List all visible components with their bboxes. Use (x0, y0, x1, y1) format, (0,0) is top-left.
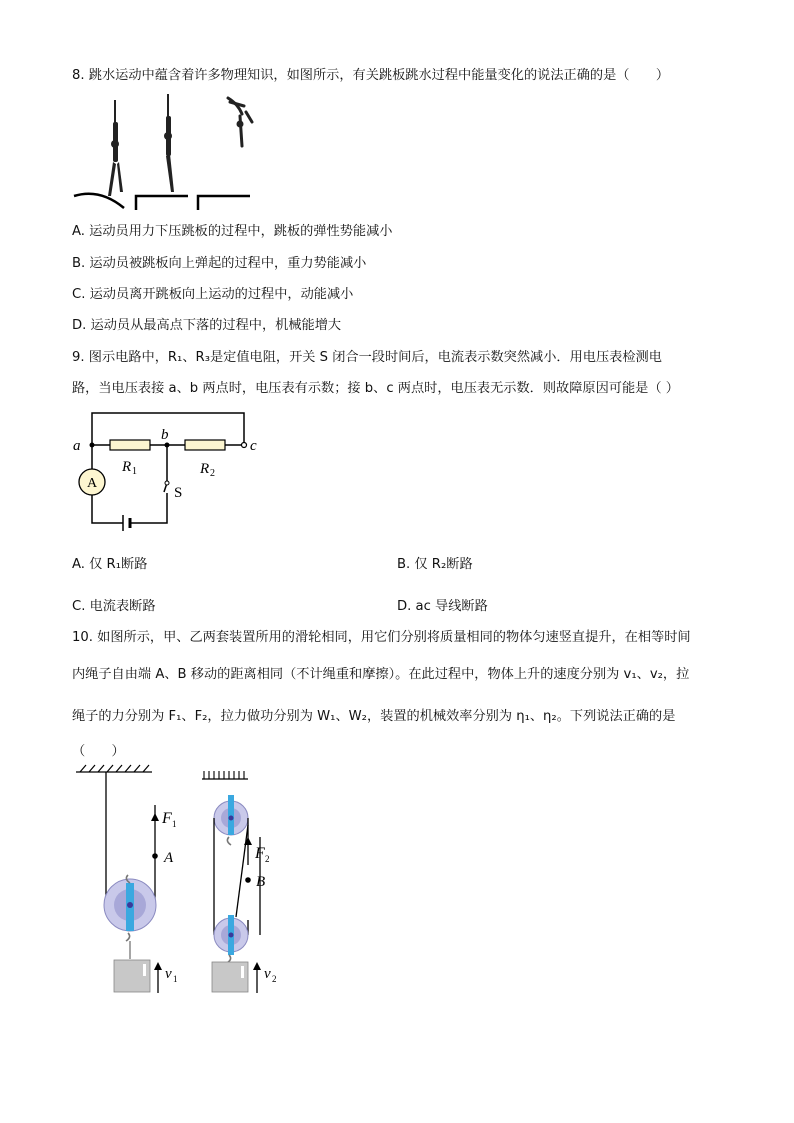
f2-label: F (255, 845, 265, 862)
q8-option-a: A. 运动员用力下压跳板的过程中，跳板的弹性势能减小 (72, 224, 393, 239)
f2-subscript: 2 (265, 854, 270, 864)
node-b-label: b (161, 427, 169, 443)
q9-circuit-diagram (70, 405, 270, 535)
r2-subscript: 2 (210, 468, 215, 479)
diving-figure (70, 92, 260, 214)
q10-line1: 10. 如图所示，甲、乙两套装置所用的滑轮相同，用它们分别将质量相同的物体匀速竖直提升，在相等时间 (72, 630, 691, 645)
q9-option-b: B. 仅 R₂断路 (397, 557, 473, 572)
q10-line4: （ ） (72, 744, 125, 759)
q9-option-a: A. 仅 R₁断路 (72, 557, 148, 572)
f1-label: F (162, 810, 172, 827)
q8-option-d: D. 运动员从最高点下落的过程中，机械能增大 (72, 318, 342, 333)
node-c-label: c (250, 438, 257, 454)
q10-line2: 内绳子自由端 A、B 移动的距离相同（不计绳重和摩擦）。在此过程中，物体上升的速度分别为 v₁、v₂，拉 (72, 667, 690, 682)
q8-stem: 8. 跳水运动中蕴含着许多物理知识，如图所示，有关跳板跳水过程中能量变化的说法正确的是（ ） (72, 68, 670, 83)
v2-subscript: 2 (272, 974, 277, 984)
ammeter-label: A (86, 476, 98, 491)
v1-subscript: 1 (173, 974, 178, 984)
point-a-label: A (164, 850, 174, 866)
q10-pulley-figure (70, 765, 290, 1000)
r1-subscript: 1 (132, 466, 137, 477)
v1-label: v (165, 966, 172, 982)
q8-option-b: B. 运动员被跳板向上弹起的过程中，重力势能减小 (72, 256, 367, 271)
switch-label: S (174, 485, 183, 501)
point-b-label: B (256, 874, 266, 890)
q10-line3: 绳子的力分别为 F₁、F₂，拉力做功分别为 W₁、W₂，装置的机械效率分别为 η₁、η₂。下列说法正确的是 (72, 709, 676, 724)
q9-stem-line2: 路，当电压表接 a、b 两点时，电压表有示数；接 b、c 两点时，电压表无示数．则故障原因可能是（ ） (72, 381, 679, 396)
r1-label: R (122, 459, 132, 475)
node-a-label: a (73, 438, 81, 454)
q9-stem-line1: 9. 图示电路中，R₁、R₃是定值电阻，开关 S 闭合一段时间后，电流表示数突然减小．用电压表检测电 (72, 350, 662, 365)
q9-option-d: D. ac 导线断路 (397, 599, 488, 614)
r2-label: R (200, 461, 210, 477)
q8-option-c: C. 运动员离开跳板向上运动的过程中，动能减小 (72, 287, 354, 302)
q9-option-c: C. 电流表断路 (72, 599, 156, 614)
v2-label: v (264, 966, 271, 982)
f1-subscript: 1 (172, 819, 177, 829)
